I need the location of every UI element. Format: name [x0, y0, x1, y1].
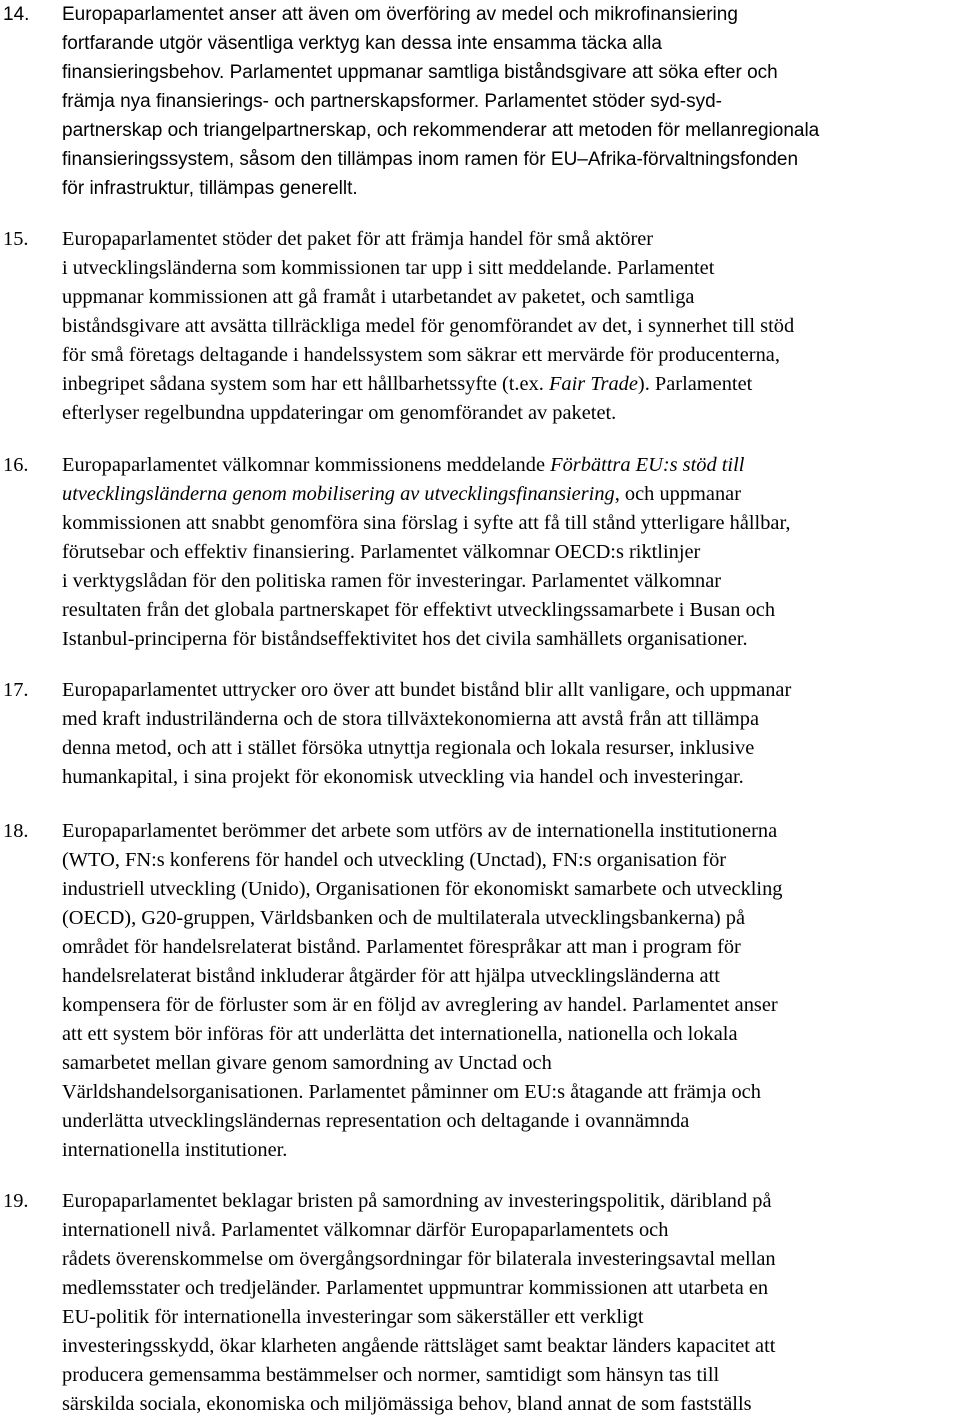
- text-line: med kraft industriländerna och de stora tillväxtekonomierna att avstå från att tillämpa: [62, 708, 760, 730]
- paragraph-number: 17.: [3, 679, 29, 701]
- text-line: finansieringssystem, såsom den tillämpas inom ramen för EU–Afrika-förvaltningsfonden: [62, 149, 799, 170]
- text-line: denna metod, och att i stället försöka utnyttja regionala och lokala resurser, inklusive: [62, 737, 755, 759]
- text-line: Världshandelsorganisationen. Parlamentet påminner om EU:s åtagande att främja och: [62, 1081, 761, 1103]
- paragraph-text: [62, 225, 960, 428]
- text-line: i verktygslådan för den politiska ramen för investeringar. Parlamentet välkomnar: [62, 570, 722, 592]
- text-line: investeringsskydd, ökar klarheten angående rättsläget samt beaktar länders kapacitet att: [62, 1335, 776, 1357]
- text-line: rådets överenskommelse om övergångsordningar för bilaterala investeringsavtal mellan: [62, 1248, 776, 1270]
- paragraph-text: [62, 451, 960, 654]
- communication-title: Förbättra EU:s stöd till: [550, 454, 745, 476]
- text-line: området för handelsrelaterat bistånd. Parlamentet förespråkar att man i program för: [62, 936, 741, 958]
- text-line: efterlyser regelbundna uppdateringar om genomförandet av paketet.: [62, 402, 617, 424]
- text-line: finansieringsbehov. Parlamentet uppmanar samtliga biståndsgivare att söka efter och: [62, 62, 778, 83]
- text-line: internationella institutioner.: [62, 1139, 288, 1161]
- communication-title: utvecklingsländerna genom mobilisering av utvecklingsfinansiering: [62, 483, 615, 505]
- text-line: kommissionen att snabbt genomföra sina förslag i syfte att få till stånd ytterligare hållbar,: [62, 512, 791, 534]
- text-line: EU-politik för internationella investeringar som säkerställer ett verkligt: [62, 1306, 644, 1328]
- text-line: underlätta utvecklingsländernas representation och deltagande i ovannämnda: [62, 1110, 690, 1132]
- text-run: ). Parlamentet: [637, 373, 753, 395]
- text-line: samarbetet mellan givare genom samordning av Unctad och: [62, 1052, 552, 1074]
- paragraph-number: 14.: [3, 4, 30, 25]
- text-line: producera gemensamma bestämmelser och normer, samtidigt som hänsyn tas till: [62, 1364, 720, 1386]
- fair-trade-emphasis: Fair Trade: [548, 373, 638, 395]
- text-line: kompensera för de förluster som är en följd av avreglering av handel. Parlamentet anser: [62, 994, 778, 1016]
- text-run: Europaparlamentet välkomnar kommissionens meddelande: [62, 454, 551, 476]
- text-line: främja nya finansierings- och partnerskapsformer. Parlamentet stöder syd-syd-: [62, 91, 722, 112]
- text-line: i utvecklingsländerna som kommissionen tar upp i sitt meddelande. Parlamentet: [62, 257, 715, 279]
- text-line: [62, 480, 960, 509]
- text-line: att ett system bör införas för att underlätta det internationella, nationella och lokala: [62, 1023, 738, 1045]
- text-line: Europaparlamentet berömmer det arbete som utförs av de internationella institutionerna: [62, 820, 778, 842]
- text-line: Europaparlamentet uttrycker oro över att bundet bistånd blir allt vanligare, och uppmanar: [62, 679, 792, 701]
- text-line: [62, 451, 960, 480]
- text-line: fortfarande utgör väsentliga verktyg kan dessa inte ensamma täcka alla: [62, 33, 662, 54]
- text-line: Europaparlamentet beklagar bristen på samordning av investeringspolitik, däribland på: [62, 1190, 772, 1212]
- text-line: partnerskap och triangelpartnerskap, och rekommenderar att metoden för mellanregionala: [62, 120, 820, 141]
- text-line: internationell nivå. Parlamentet välkomnar därför Europaparlamentets och: [62, 1219, 669, 1241]
- text-run: , och uppmanar: [614, 483, 741, 505]
- text-line: uppmanar kommissionen att gå framåt i utarbetandet av paketet, och samtliga: [62, 286, 695, 308]
- text-line: resultaten från det globala partnerskapet för effektivt utvecklingssamarbete i Busan och: [62, 599, 776, 621]
- text-line: handelsrelaterat bistånd inkluderar åtgärder för att hjälpa utvecklingsländerna att: [62, 965, 720, 987]
- text-line: (WTO, FN:s konferens för handel och utveckling (Unctad), FN:s organisation för: [62, 849, 727, 871]
- paragraph-text: [62, 817, 960, 1165]
- paragraph-number: 15.: [3, 228, 29, 250]
- text-line: (OECD), G20-gruppen, Världsbanken och de multilaterala utvecklingsbankerna) på: [62, 907, 746, 929]
- paragraph-number: 16.: [3, 454, 29, 476]
- text-line: särskilda sociala, ekonomiska och miljömässiga behov, bland annat de som fastställs: [62, 1393, 752, 1415]
- paragraph-text: [62, 676, 960, 792]
- text-line: Europaparlamentet anser att även om överföring av medel och mikrofinansiering: [62, 4, 738, 25]
- text-line: industriell utveckling (Unido), Organisationen för ekonomiskt samarbete och utveckling: [62, 878, 783, 900]
- text-line: Europaparlamentet stöder det paket för att främja handel för små aktörer: [62, 228, 654, 250]
- paragraph-text: [62, 1187, 960, 1419]
- text-line: [62, 370, 960, 399]
- paragraph-number: 19.: [3, 1190, 29, 1212]
- paragraph-number: 18.: [3, 820, 29, 842]
- text-line: Istanbul-principerna för biståndseffektivitet hos det civila samhällets organisationer.: [62, 628, 748, 650]
- text-line: humankapital, i sina projekt för ekonomisk utveckling via handel och investeringar.: [62, 766, 744, 788]
- text-line: för infrastruktur, tillämpas generellt.: [62, 178, 358, 199]
- text-line: biståndsgivare att avsätta tillräckliga medel för genomförandet av det, i synnerhet till stöd: [62, 315, 795, 337]
- text-run: inbegripet sådana system som har ett hållbarhetssyfte (t.ex.: [62, 373, 549, 395]
- text-line: för små företags deltagande i handelssystem som säkrar ett mervärde för producenterna,: [62, 344, 780, 366]
- paragraph-text: [62, 0, 960, 203]
- text-line: förutsebar och effektiv finansiering. Parlamentet välkomnar OECD:s riktlinjer: [62, 541, 701, 563]
- text-line: medlemsstater och tredjeländer. Parlamentet uppmuntrar kommissionen att utarbeta en: [62, 1277, 769, 1299]
